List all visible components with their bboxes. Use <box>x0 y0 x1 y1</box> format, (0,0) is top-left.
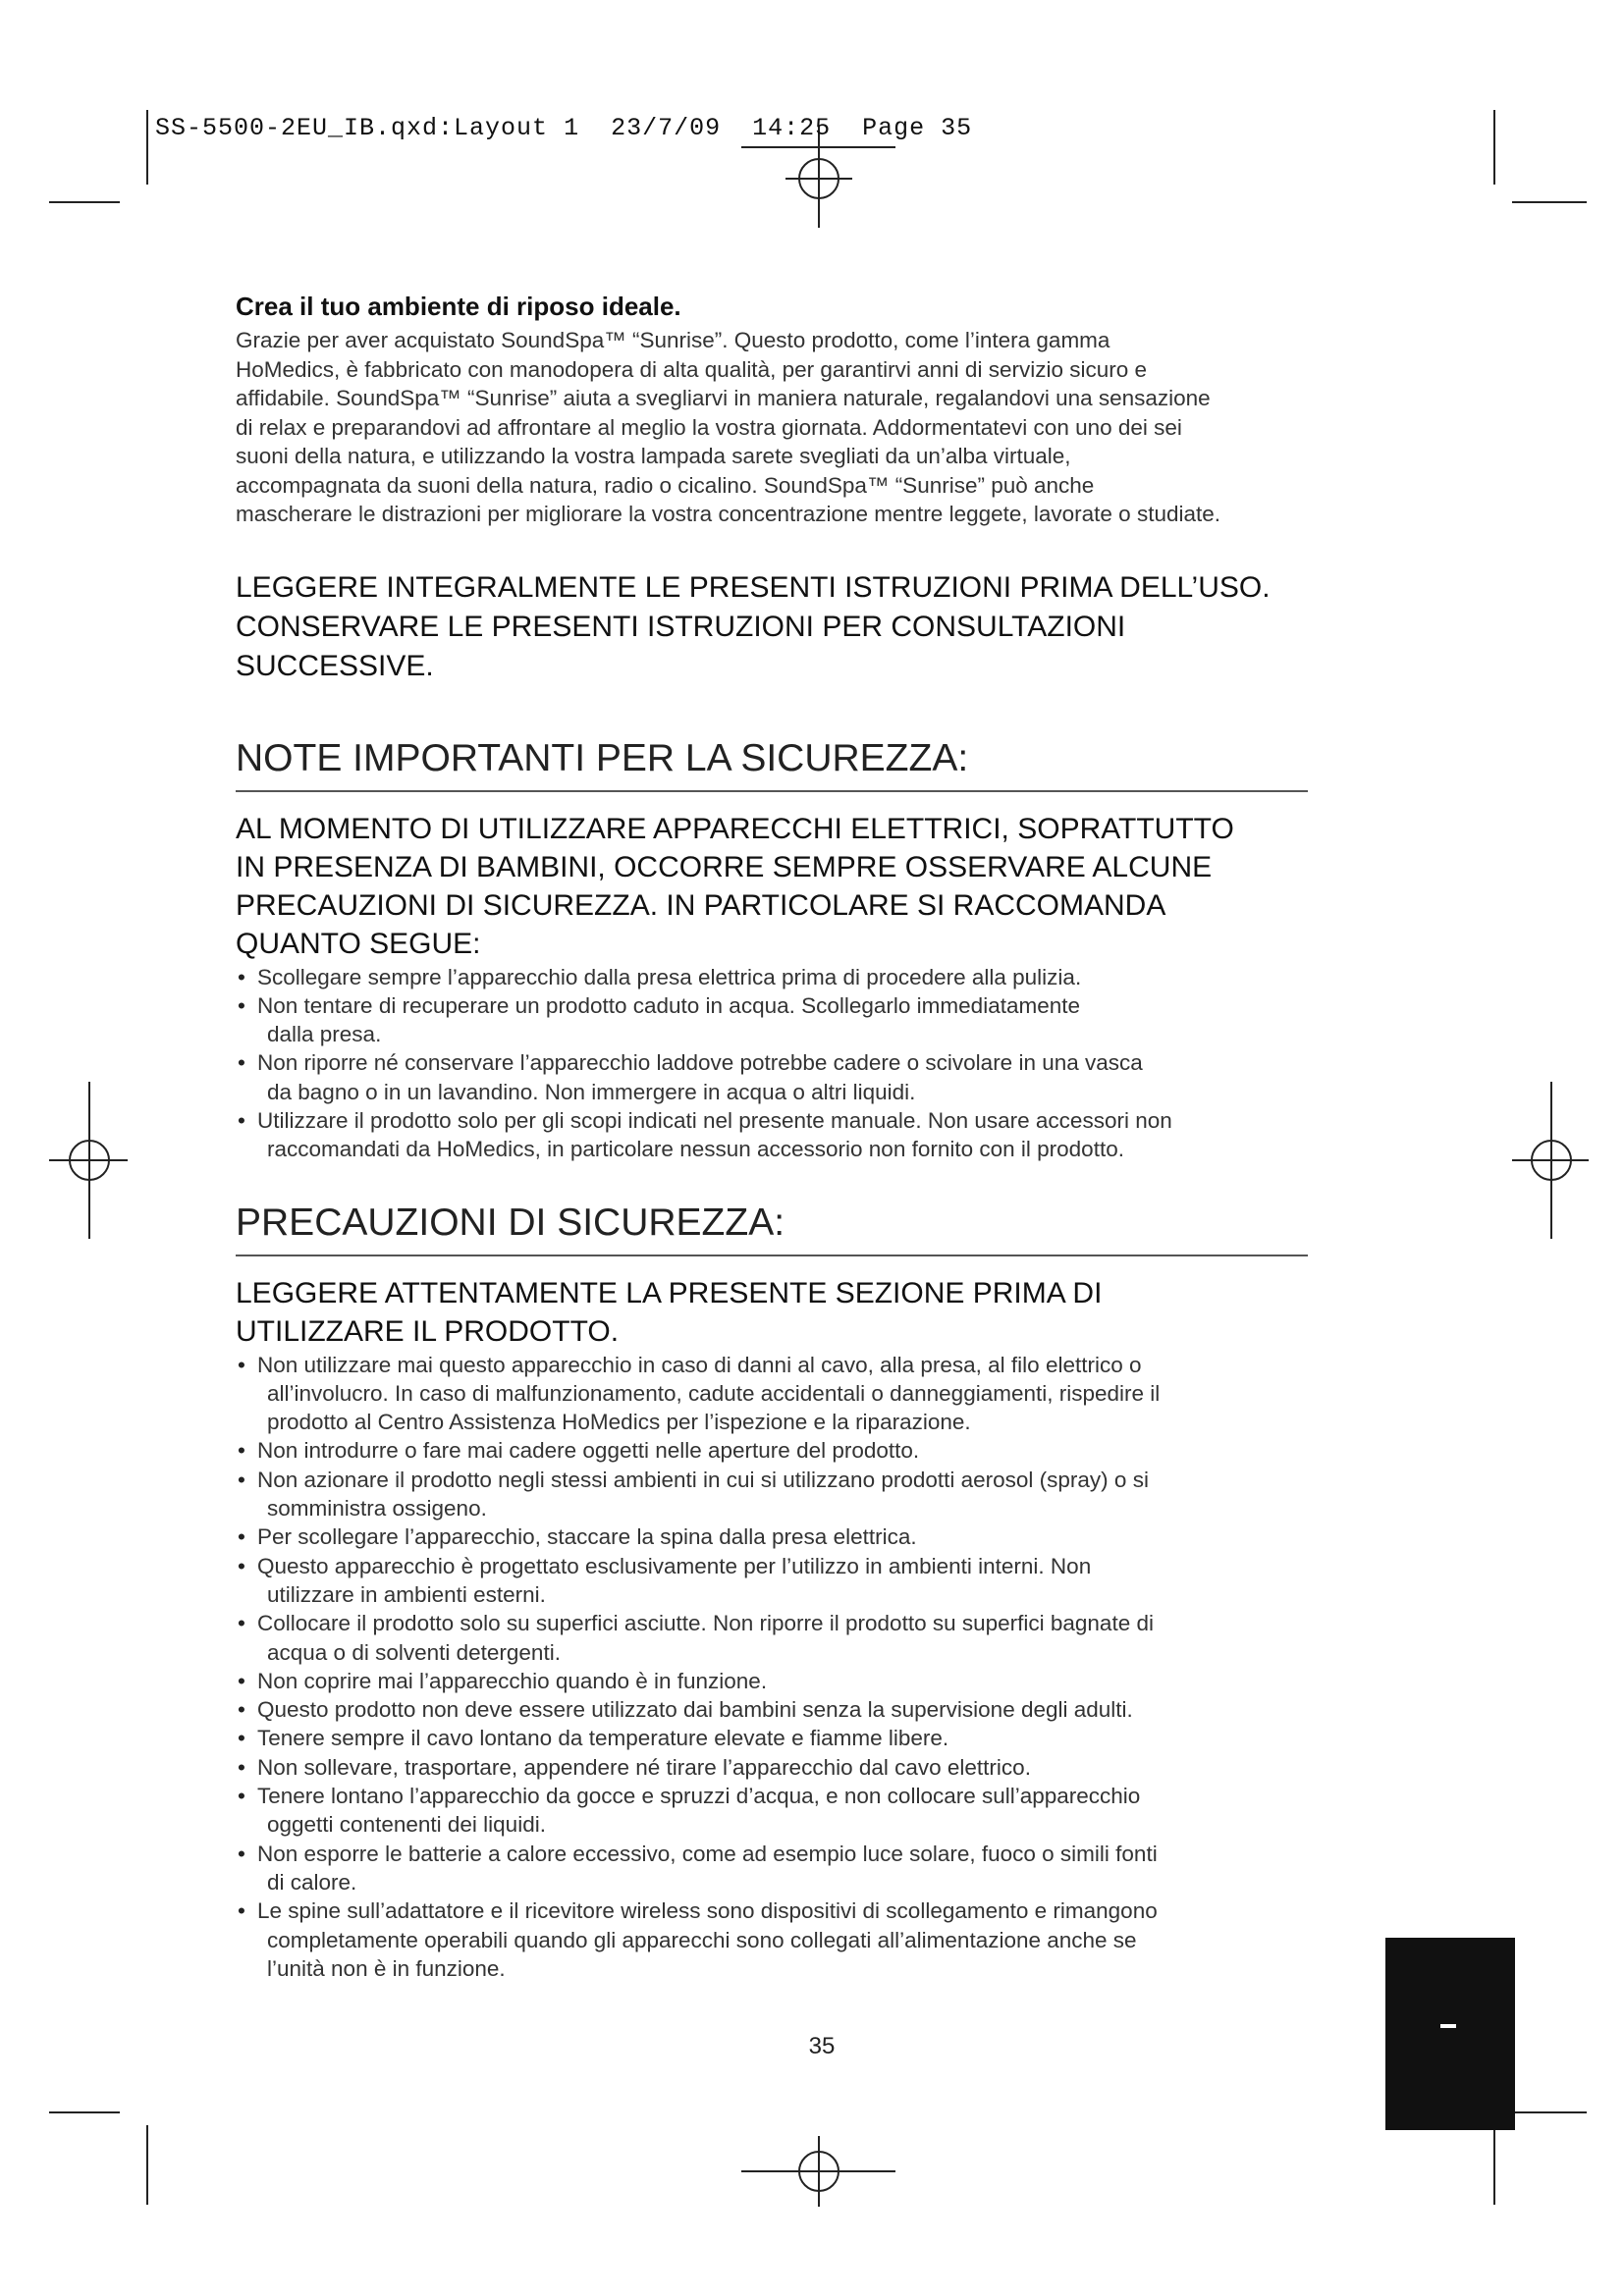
bullet-line: • Non riporre né conservare l’apparecchio laddove potrebbe cadere o scivolare in una vasca <box>257 1050 1143 1076</box>
bullet-line: • Collocare il prodotto solo su superfici asciutte. Non riporre il prodotto su superfici bagnate di <box>257 1611 1154 1636</box>
bullet-item <box>236 1522 1340 1551</box>
tab-dash-mark <box>1440 2024 1456 2028</box>
bullet-line: • Per scollegare l’apparecchio, staccare la spina dalla presa elettrica. <box>257 1524 917 1550</box>
intro-line: Grazie per aver acquistato SoundSpa™ “Sunrise”. Questo prodotto, come l’intera gamma <box>236 328 1110 352</box>
bullet-line: • Questo apparecchio è progettato esclusivamente per l’utilizzo in ambienti interni. Non <box>257 1553 1092 1578</box>
section2-subhead <box>236 1274 1340 1351</box>
intro-line: affidabile. SoundSpa™ “Sunrise” aiuta a svegliarvi in maniera naturale, regalandovi una sensazione <box>236 386 1211 410</box>
warning-line: LEGGERE INTEGRALMENTE LE PRESENTI ISTRUZIONI PRIMA DELL’USO. <box>236 570 1271 604</box>
slug-line: SS-5500-2EU_IB.qxd:Layout 1 23/7/09 14:25 Page 35 <box>155 114 973 142</box>
bullet-item <box>236 963 1340 991</box>
bullet-item <box>236 1840 1340 1897</box>
warning-line: SUCCESSIVE. <box>236 649 434 682</box>
bullet-line: l’unità non è in funzione. <box>267 1955 506 1981</box>
bullet-item <box>236 1466 1340 1523</box>
bullet-item <box>236 1351 1340 1437</box>
registration-mark-bottom <box>741 2136 895 2207</box>
bullet-line: • Tenere lontano l’apparecchio da gocce e spruzzi d’acqua, e non collocare sull’apparecchio <box>257 1784 1141 1809</box>
bullet-line: • Non sollevare, trasportare, appendere né tirare l’apparecchio dal cavo elettrico. <box>257 1754 1031 1780</box>
subhead-line: IN PRESENZA DI BAMBINI, OCCORRE SEMPRE OSSERVARE ALCUNE <box>236 850 1213 883</box>
bullet-line: raccomandati da HoMedics, in particolare nessun accessorio non fornito con il prodotto. <box>267 1137 1124 1162</box>
warning-line: CONSERVARE LE PRESENTI ISTRUZIONI PER CONSULTAZIONI <box>236 610 1126 643</box>
section-title-safety-precautions: PRECAUZIONI DI SICUREZZA: <box>236 1200 1308 1256</box>
bullet-item <box>236 1896 1340 1983</box>
bullet-line: dalla presa. <box>267 1022 382 1047</box>
intro-line: mascherare le distrazioni per migliorare la vostra concentrazione mentre leggete, lavorate o studiate. <box>236 502 1221 526</box>
bullet-line: • Tenere sempre il cavo lontano da temperature elevate e fiamme libere. <box>257 1726 949 1751</box>
bullet-item <box>236 1436 1340 1465</box>
intro-line: accompagnata da suoni della natura, radio o cicalino. SoundSpa™ “Sunrise” può anche <box>236 472 1095 498</box>
page-number: 35 <box>808 2033 836 2059</box>
bullet-item <box>236 1667 1340 1695</box>
section1-subhead <box>236 810 1340 963</box>
bullet-item <box>236 1048 1340 1106</box>
subhead-line: QUANTO SEGUE: <box>236 927 481 960</box>
bullet-line: completamente operabili quando gli apparecchi sono collegati all’alimentazione anche se <box>267 1927 1137 1952</box>
registration-mark-right <box>1512 1082 1589 1239</box>
bullet-line: da bagno o in un lavandino. Non immergere in acqua o altri liquidi. <box>267 1079 916 1104</box>
bullet-line: • Non azionare il prodotto negli stessi ambienti in cui si utilizzano prodotti aerosol (spray) o si <box>257 1467 1149 1492</box>
bullet-line: • Utilizzare il prodotto solo per gli scopi indicati nel presente manuale. Non usare accessori non <box>257 1107 1172 1133</box>
section-title-important-notes: NOTE IMPORTANTI PER LA SICUREZZA: <box>236 735 1308 792</box>
bullet-line: acqua o di solventi detergenti. <box>267 1639 561 1665</box>
bullet-line: • Non introdurre o fare mai cadere oggetti nelle aperture del prodotto. <box>257 1438 920 1464</box>
bullet-item <box>236 1753 1340 1782</box>
bullet-item <box>236 1782 1340 1840</box>
bullet-line: • Scollegare sempre l’apparecchio dalla presa elettrica prima di procedere alla pulizia. <box>257 964 1082 989</box>
bullet-line: di calore. <box>267 1869 357 1895</box>
bullet-item <box>236 991 1340 1049</box>
bullet-line: prodotto al Centro Assistenza HoMedics per l’ispezione e la riparazione. <box>267 1410 971 1435</box>
intro-line: HoMedics, è fabbricato con manodopera di alta qualità, per garantirvi anni di servizio sicuro e <box>236 356 1147 382</box>
intro-paragraph <box>236 326 1340 529</box>
language-thumb-tab <box>1385 1938 1515 2130</box>
bullet-line: • Non utilizzare mai questo apparecchio in caso di danni al cavo, alla presa, al filo elettrico o <box>257 1352 1142 1377</box>
subhead-line: UTILIZZARE IL PRODOTTO. <box>236 1314 620 1348</box>
subhead-line: LEGGERE ATTENTAMENTE LA PRESENTE SEZIONE PRIMA DI <box>236 1276 1103 1309</box>
bullet-item <box>236 1724 1340 1752</box>
subhead-line: AL MOMENTO DI UTILIZZARE APPARECCHI ELETTRICI, SOPRATTUTTO <box>236 812 1234 845</box>
bullet-line: somministra ossigeno. <box>267 1496 487 1522</box>
bullet-line: oggetti contenenti dei liquidi. <box>267 1812 546 1838</box>
intro-line: suoni della natura, e utilizzando la vostra lampada sarete svegliati da un’alba virtuale, <box>236 444 1071 468</box>
page-content <box>236 291 1340 1983</box>
intro-line: di relax e preparandovi ad affrontare al meglio la vostra giornata. Addormentatevi con uno dei sei <box>236 414 1182 440</box>
bullet-line: • Questo prodotto non deve essere utilizzato dai bambini senza la supervisione degli adulti. <box>257 1697 1133 1723</box>
bullet-line: utilizzare in ambienti esterni. <box>267 1581 546 1607</box>
intro-title: Crea il tuo ambiente di riposo ideale. <box>236 292 681 321</box>
bullet-item <box>236 1552 1340 1610</box>
bullet-line: • Non tentare di recuperare un prodotto caduto in acqua. Scollegarlo immediatamente <box>257 992 1081 1018</box>
bullet-item <box>236 1609 1340 1667</box>
bullet-line: • Non esporre le batterie a calore eccessivo, come ad esempio luce solare, fuoco o simili fonti <box>257 1841 1158 1866</box>
read-instructions-warning <box>236 568 1340 686</box>
section2-bullet-list <box>236 1351 1340 1984</box>
registration-mark-left <box>49 1082 128 1239</box>
bullet-line: all’involucro. In caso di malfunzionamento, cadute accidentali o danneggiamenti, rispedire il <box>267 1380 1161 1406</box>
bullet-item <box>236 1695 1340 1724</box>
section1-bullet-list <box>236 963 1340 1164</box>
bullet-line: • Le spine sull’adattatore e il ricevitore wireless sono dispositivi di scollegamento e rimangono <box>257 1898 1158 1924</box>
bullet-line: • Non coprire mai l’apparecchio quando è in funzione. <box>257 1668 768 1693</box>
bullet-item <box>236 1106 1340 1164</box>
subhead-line: PRECAUZIONI DI SICUREZZA. IN PARTICOLARE SI RACCOMANDA <box>236 888 1166 922</box>
